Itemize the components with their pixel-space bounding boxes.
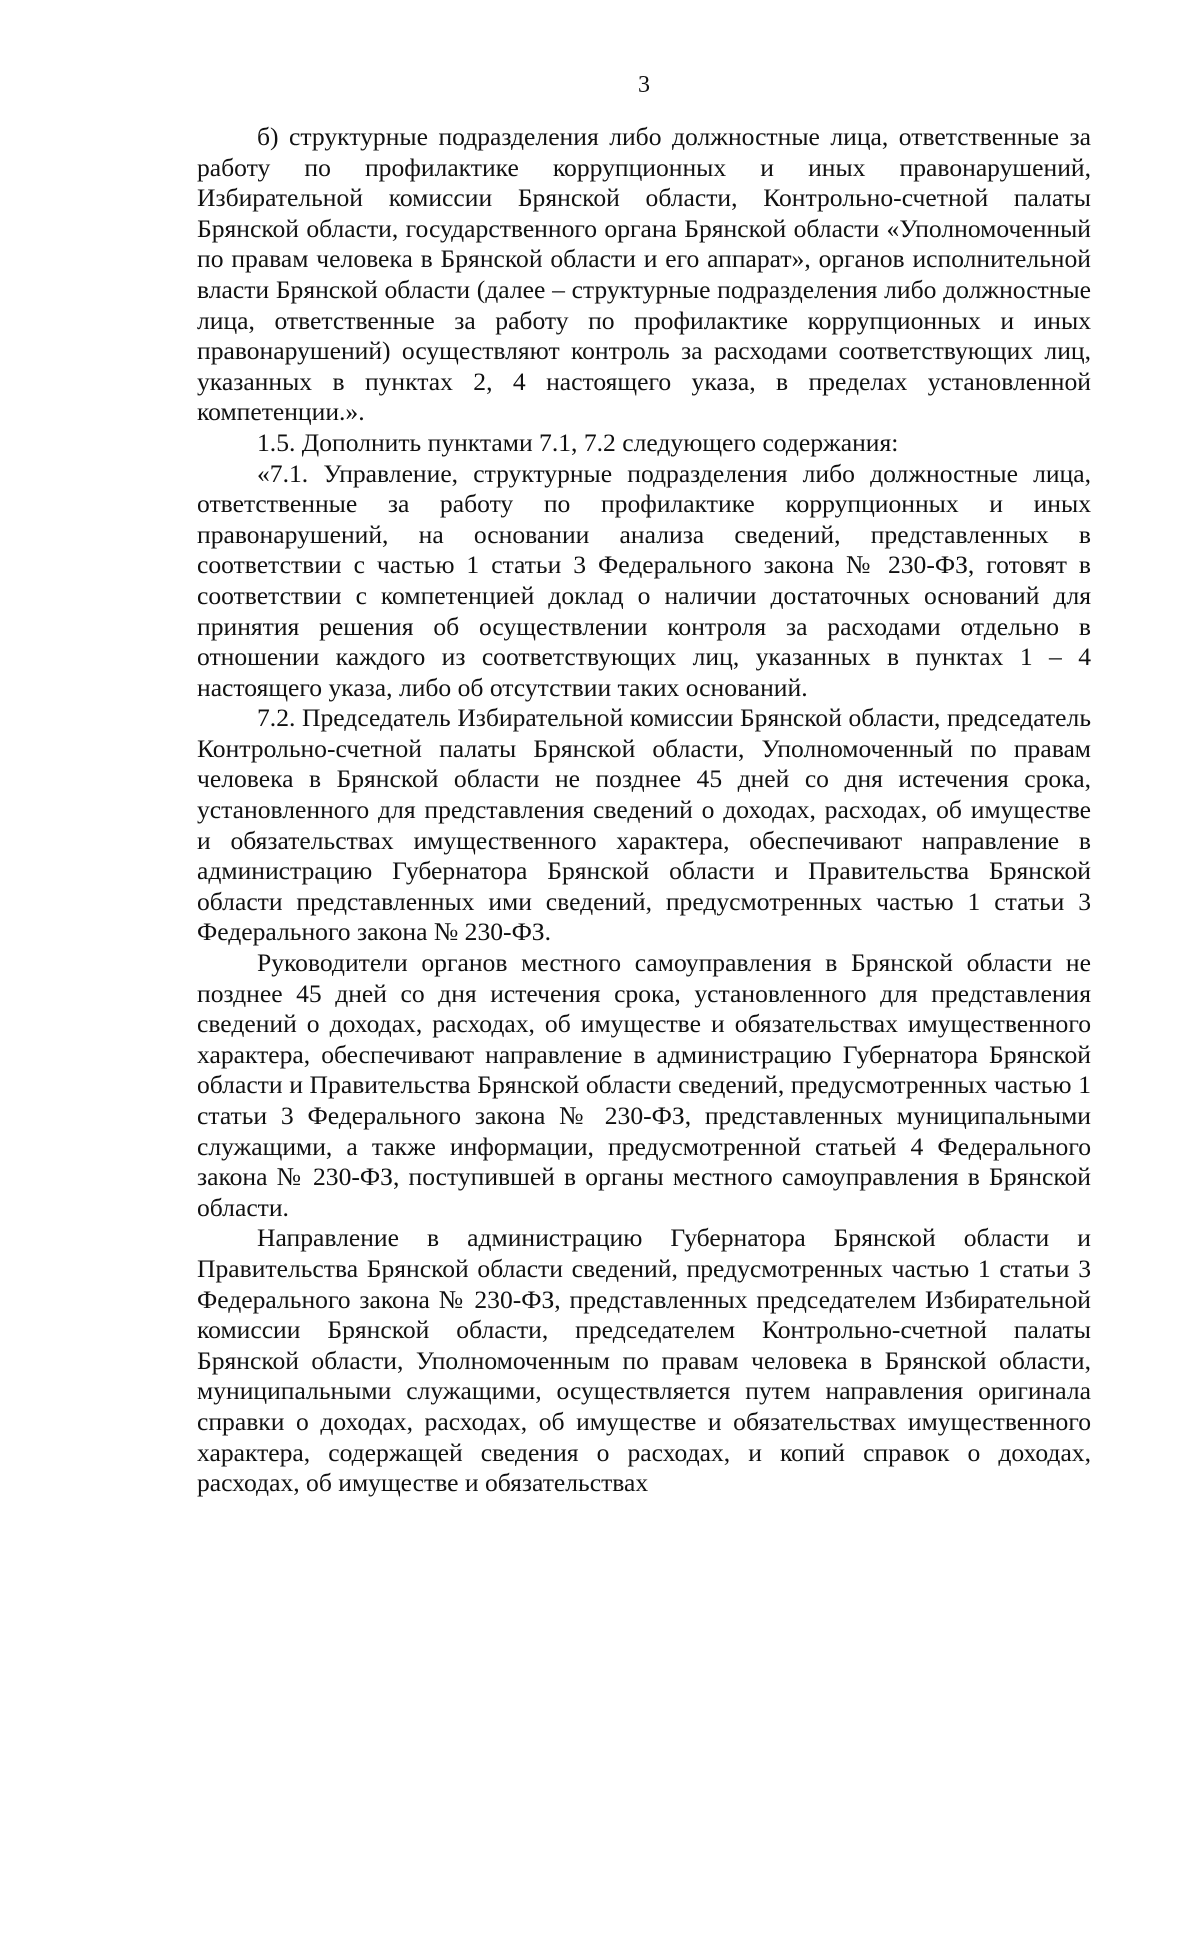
- paragraph-item-1-5: 1.5. Дополнить пунктами 7.1, 7.2 следующего содержания:: [257, 427, 899, 457]
- page-number: 3: [638, 72, 650, 98]
- paragraph-local-government-heads: Руководители органов местного самоуправления в Брянской области не позднее 45 дней со дня истечения срока, установленного для представления сведений о доходах, расходах, об имуществе и обязательствах имущественного характера, обеспечивают направление в администрацию Губернатора Брянской области и Правительства Брянской области сведений, предусмотренных частью 1 статьи 3 Федерального закона № 230-ФЗ, представленных муниципальными служащими, а также информации, предусмотренной статьей 4 Федерального закона № 230-ФЗ, поступившей в органы местного самоуправления в Брянской области.: [197, 948, 1091, 1222]
- paragraph-submission-procedure: Направление в администрацию Губернатора Брянской области и Правительства Брянской области сведений, предусмотренных частью 1 статьи 3 Федерального закона № 230-ФЗ, представленных председателем Избирательной комиссии Брянской области, председателем Контрольно-счетной палаты Брянской области, Уполномоченным по правам человека в Брянской области, муниципальными служащими, осуществляется путем направления оригинала справки о доходах, расходах, об имуществе и обязательствах имущественного характера, содержащей сведения о расходах, и копий справок о доходах, расходах, об имуществе и обязательствах: [197, 1223, 1091, 1498]
- paragraph-item-7-1: «7.1. Управление, структурные подразделения либо должностные лица, ответственные за работу по профилактике коррупционных и иных правонарушений, на основании анализа сведений, представленных в соответствии с частью 1 статьи 3 Федерального закона № 230-ФЗ, готовят в соответствии с компетенцией доклад о наличии достаточных оснований для принятия решения об осуществлении контроля за расходами отдельно в отношении каждого из соответствующих лиц, указанных в пунктах 1 – 4 настоящего указа, либо об отсутствии таких оснований.: [197, 458, 1091, 702]
- paragraph-item-7-2: 7.2. Председатель Избирательной комиссии Брянской области, председатель Контрольно-счетной палаты Брянской области, Уполномоченный по правам человека в Брянской области не позднее 45 дней со дня истечения срока, установленного для представления сведений о доходах, расходах, об имуществе и обязательствах имущественного характера, обеспечивают направление в администрацию Губернатора Брянской области и Правительства Брянской области представленных ими сведений, предусмотренных частью 1 статьи 3 Федерального закона № 230-ФЗ.: [197, 703, 1091, 947]
- paragraph-structural-units: б) структурные подразделения либо должностные лица, ответственные за работу по профилактике коррупционных и иных правонарушений, Избирательной комиссии Брянской области, Контрольно-счетной палаты Брянской области, государственного органа Брянской области «Уполномоченный по правам человека в Брянской области и его аппарат», органов исполнительной власти Брянской области (далее – структурные подразделения либо должностные лица, ответственные за работу по профилактике коррупционных и иных правонарушений) осуществляют контроль за расходами соответствующих лиц, указанных в пунктах 2, 4 настоящего указа, в пределах установленной компетенции.».: [197, 122, 1091, 427]
- document-body: [197, 122, 1091, 1499]
